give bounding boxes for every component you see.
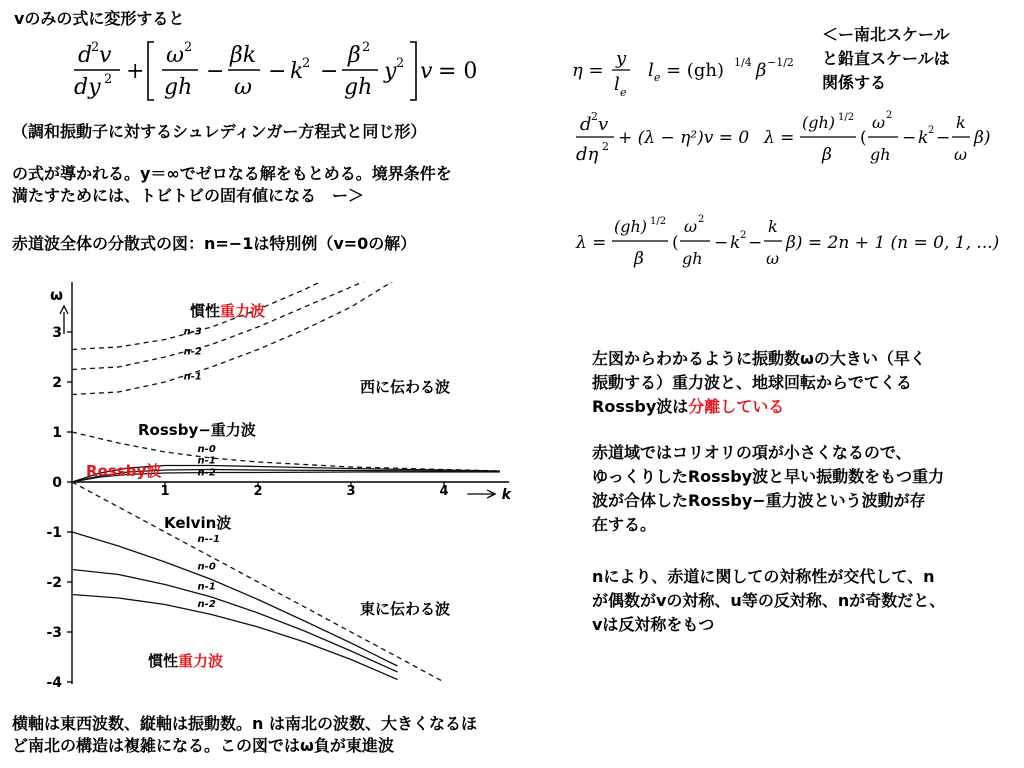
svg-text:gh: gh xyxy=(870,145,891,164)
y-tick-label: 1 xyxy=(52,425,62,441)
y-tick-label: -3 xyxy=(46,625,62,641)
curve-label: n--1 xyxy=(197,534,220,545)
label-inertia-gravity-bottom-red: 重力波 xyxy=(178,652,224,670)
svg-text:(: ( xyxy=(860,128,867,148)
svg-text:2: 2 xyxy=(104,72,113,87)
eq-le-beta: β xyxy=(756,60,767,81)
svg-text:ω: ω xyxy=(954,145,968,164)
para1-line3-text: Rossby波は xyxy=(592,397,689,416)
para3-line1: nにより、赤道に関しての対称性が交代して、n xyxy=(592,567,935,586)
y-tick-label: 0 xyxy=(52,475,62,491)
svg-text:k: k xyxy=(290,59,304,84)
curve-label: n-2 xyxy=(197,467,216,479)
svg-text:−: − xyxy=(902,128,917,148)
equation-v-form xyxy=(66,36,506,110)
eq3-lambda: λ = xyxy=(576,233,607,253)
svg-text:2: 2 xyxy=(302,56,311,71)
svg-text:2: 2 xyxy=(184,40,193,55)
svg-text:ω: ω xyxy=(234,75,252,100)
label-kelvin: Kelvin波 xyxy=(164,514,232,532)
svg-text:e: e xyxy=(654,71,661,84)
scale-note-line2: と鉛直スケールは xyxy=(822,49,950,68)
svg-text:ω: ω xyxy=(766,249,780,268)
svg-text:−: − xyxy=(714,233,729,253)
svg-text:k: k xyxy=(768,217,778,236)
para3-line3: vは反対称をもつ xyxy=(592,615,715,634)
eq-le-exp2: −1/2 xyxy=(767,56,794,69)
svg-text:gh: gh xyxy=(682,249,703,268)
curve-label: n-3 xyxy=(183,326,202,338)
para2-line1: 赤道域ではコリオリの項が小さくなるので、 xyxy=(592,443,912,462)
x-tick-label: 4 xyxy=(439,484,449,499)
curve-label: n-1 xyxy=(197,455,216,467)
svg-text:−: − xyxy=(748,233,763,253)
svg-text:−: − xyxy=(320,59,339,84)
svg-text:v: v xyxy=(598,114,609,135)
footer-line2: ど南北の構造は複雑になる。この図ではω負が東進波 xyxy=(12,736,394,755)
eq1-rhs: = 0 xyxy=(438,59,478,84)
label-inertia-gravity-bottom: 慣性重力波 xyxy=(148,652,224,670)
x-tick-label: 1 xyxy=(160,484,170,499)
scale-note-line3: 関係する xyxy=(822,73,887,92)
x-tick-label: 3 xyxy=(346,484,356,499)
dispersion-chart xyxy=(40,282,520,692)
eigen-note-line1: の式が導かれる。y＝∞でゼロなる解をもとめる。境界条件を xyxy=(12,164,452,183)
eq2-mid: + (λ − η²)v = 0 xyxy=(618,128,750,148)
svg-text:1/2: 1/2 xyxy=(650,216,667,227)
svg-text:+: + xyxy=(126,59,145,84)
y-tick-label: -1 xyxy=(46,525,62,541)
eq-le-rhs: = (gh) xyxy=(666,60,724,81)
svg-text:(: ( xyxy=(672,233,679,253)
svg-text:2: 2 xyxy=(698,214,705,225)
svg-text:k: k xyxy=(918,128,929,148)
para1-separated-highlight: 分離している xyxy=(688,397,785,416)
svg-text:ω: ω xyxy=(684,217,698,236)
x-axis-label: k xyxy=(501,487,511,503)
eq-le-exp1: 1/4 xyxy=(734,56,752,69)
svg-text:l: l xyxy=(614,74,620,95)
para1-line1: 左図からわかるように振動数ωの大きい（早く xyxy=(592,349,926,368)
series-curve-n2 xyxy=(72,595,398,680)
svg-text:2: 2 xyxy=(928,125,935,136)
eq2-lambda: λ = xyxy=(764,128,795,148)
svg-text:(gh): (gh) xyxy=(802,113,836,132)
svg-text:e: e xyxy=(620,86,627,99)
y-tick-label: 3 xyxy=(52,325,62,341)
svg-text:dη: dη xyxy=(576,144,599,165)
heading-text: vのみの式に変形すると xyxy=(14,9,185,28)
footer-line1: 横軸は東西波数、縦軸は振動数。n は南北の波数、大きくなるほ xyxy=(12,714,477,733)
para2-line3: 波が合体したRossby−重力波という波動が存 xyxy=(592,491,926,510)
label-rossby-gravity: Rossby−重力波 xyxy=(138,421,256,439)
svg-text:−: − xyxy=(206,59,225,84)
label-inertia-gravity-top-red: 重力波 xyxy=(220,302,266,320)
svg-text:k: k xyxy=(730,233,741,253)
curve-label: n-2 xyxy=(183,346,202,358)
svg-text:v: v xyxy=(99,43,112,68)
para2-line4: 在する。 xyxy=(592,515,657,534)
x-tick-label: 2 xyxy=(253,484,263,499)
eq-eta: η = xyxy=(572,60,604,81)
svg-text:βk: βk xyxy=(230,43,257,68)
svg-text:2: 2 xyxy=(740,230,747,241)
svg-text:ω: ω xyxy=(166,43,184,68)
curve-label: n-2 xyxy=(197,599,216,610)
svg-text:d: d xyxy=(78,43,93,68)
series-curve-n0 xyxy=(72,532,398,666)
equation-eta-le xyxy=(572,44,802,108)
svg-text:1/2: 1/2 xyxy=(838,112,855,123)
svg-text:ω: ω xyxy=(872,113,886,132)
svg-text:2: 2 xyxy=(91,40,100,55)
eq-le: l xyxy=(648,60,654,81)
label-eastward: 東に伝わる波 xyxy=(360,600,451,618)
svg-text:(gh): (gh) xyxy=(614,217,648,236)
scale-note-line1: ＜ー南北スケール xyxy=(822,25,950,44)
equation-eigenvalue xyxy=(572,210,1012,284)
svg-text:β): β) xyxy=(974,128,991,148)
svg-text:dy: dy xyxy=(74,75,101,100)
para1-line2: 振動する）重力波と、地球回転からでてくる xyxy=(592,373,912,392)
svg-text:y: y xyxy=(616,48,627,69)
svg-text:−: − xyxy=(268,59,287,84)
svg-text:β: β xyxy=(822,145,832,165)
svg-text:k: k xyxy=(956,113,966,132)
svg-text:2: 2 xyxy=(362,40,371,55)
para2-line2: ゆっくりしたRossby波と早い振動数をもつ重力 xyxy=(592,467,945,486)
label-westward: 西に伝わる波 xyxy=(360,378,451,396)
svg-text:d: d xyxy=(580,114,592,135)
svg-text:2: 2 xyxy=(886,110,893,121)
curve-label: n-1 xyxy=(197,581,216,593)
diagram-caption: 赤道波全体の分散式の図：n=−1は特別例（v=0の解） xyxy=(12,234,417,253)
para1-line3 xyxy=(592,396,784,418)
oscillator-note: （調和振動子に対するシュレディンガー方程式と同じ形） xyxy=(12,122,427,141)
para3-line2: が偶数がvの対称、u等の反対称、nが奇数だと、 xyxy=(592,591,946,610)
eigen-note-line2: 満たすためには、トビトビの固有値になる ー＞ xyxy=(12,186,365,205)
svg-text:−: − xyxy=(936,128,951,148)
equation-eta-form xyxy=(572,106,1012,180)
svg-text:β: β xyxy=(348,43,361,68)
y-axis-label: ω xyxy=(50,286,64,304)
label-rossby: Rossby波 xyxy=(86,462,162,480)
svg-text:y: y xyxy=(384,59,397,84)
eq3-rhs: β) = 2n + 1 (n = 0, 1, ...) xyxy=(786,233,1000,253)
svg-text:gh: gh xyxy=(164,75,193,100)
eq1-v: v xyxy=(420,59,433,84)
series-curve-n2 xyxy=(72,282,398,370)
svg-text:2: 2 xyxy=(602,140,609,153)
y-tick-label: -2 xyxy=(46,575,62,591)
y-tick-label: -4 xyxy=(46,675,62,691)
series-curve-nm1 xyxy=(72,482,444,682)
curve-label: n-0 xyxy=(197,561,216,573)
svg-text:β: β xyxy=(634,249,644,269)
label-inertia-gravity-top: 慣性重力波 xyxy=(190,302,266,320)
svg-text:2: 2 xyxy=(591,110,598,123)
svg-text:2: 2 xyxy=(396,56,405,71)
curve-label: n-0 xyxy=(197,444,216,455)
svg-text:gh: gh xyxy=(344,75,373,100)
y-tick-label: 2 xyxy=(52,375,62,391)
curve-label: n-1 xyxy=(183,371,202,383)
